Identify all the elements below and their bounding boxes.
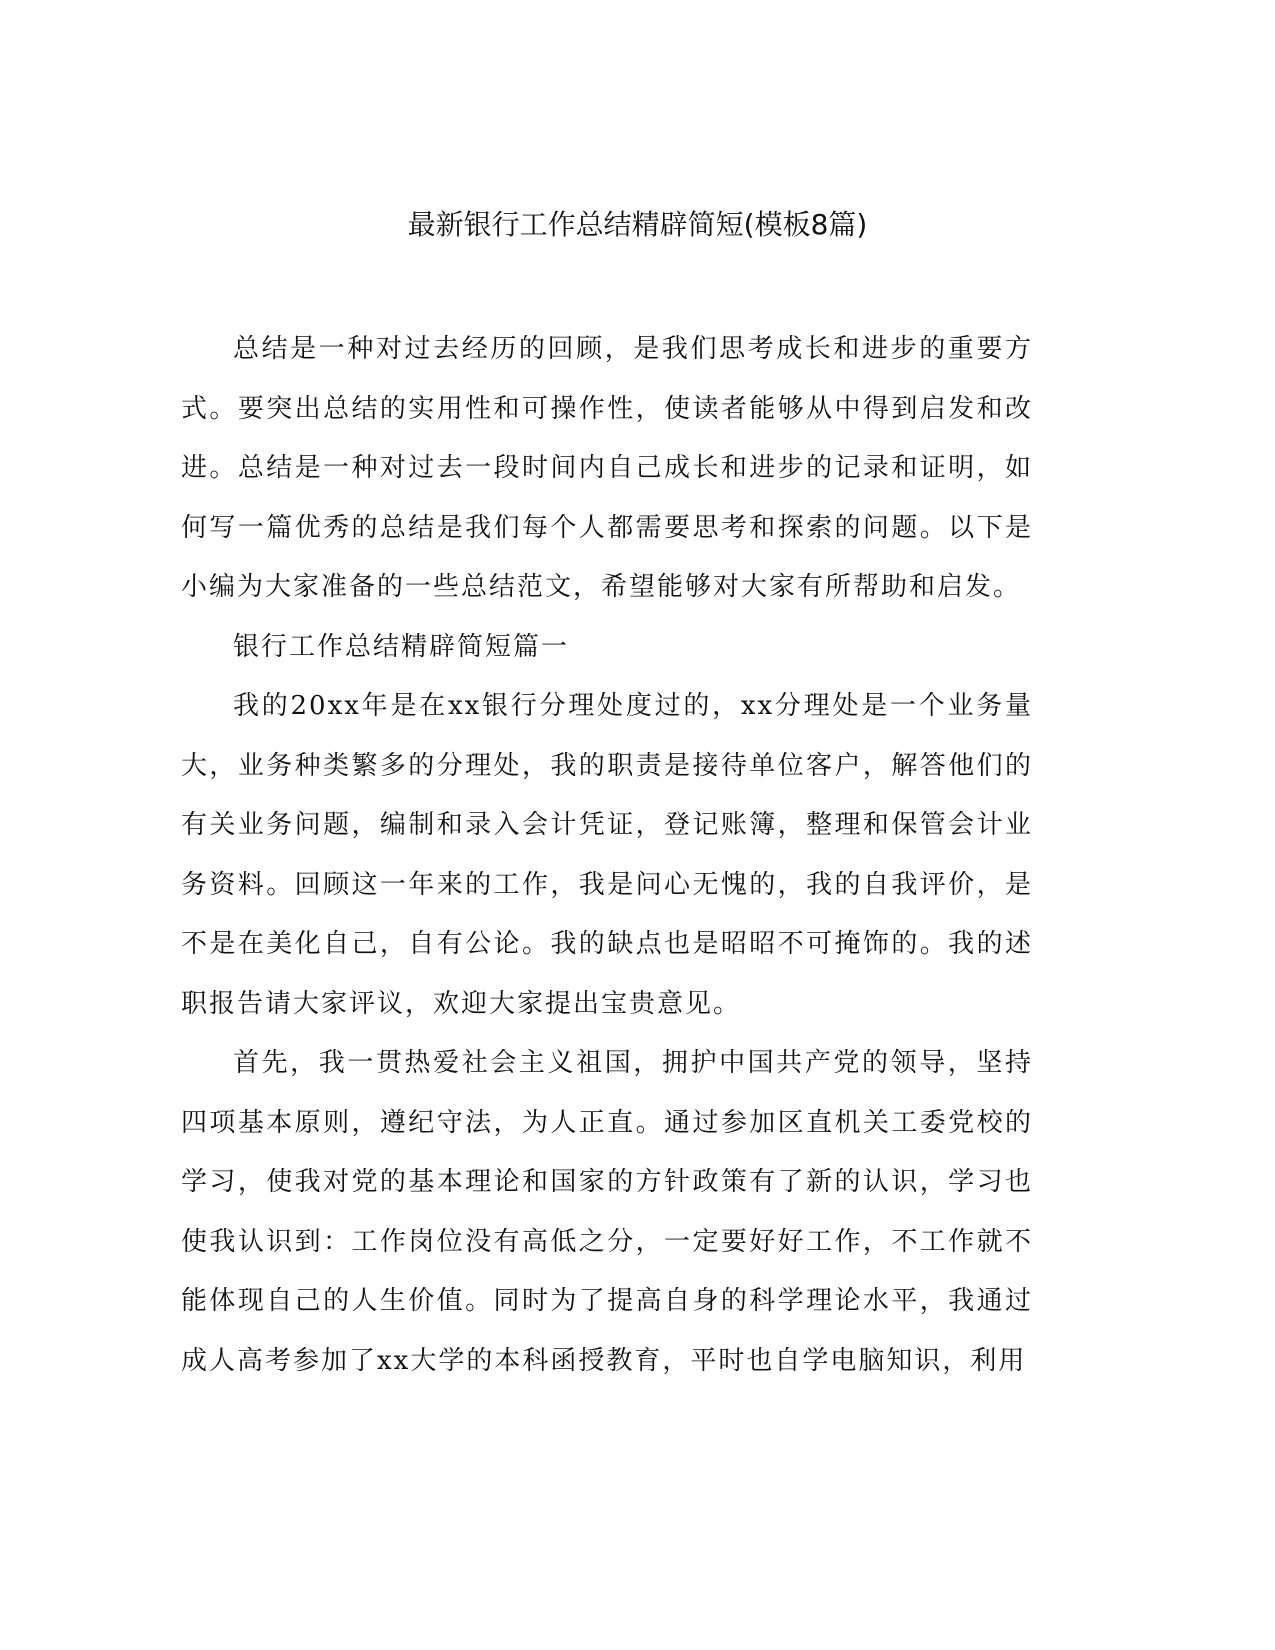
section-heading: 银行工作总结精辟简短篇一	[233, 631, 570, 662]
intro-paragraph: 总结是一种对过去经历的回顾，是我们思考成长和进步的重要方式。要突出总结的实用性和可操作性，使读者能够从中得到启发和改进。总结是一种对过去一段时间内自己成长和进步的记录和证明，如何写一篇优秀的总结是我们每个人都需要思考和探索的问题。以下是小编为大家准备的一些总结范文，希望能够对大家有所帮助和启发。	[181, 334, 1033, 602]
document-body	[181, 320, 1033, 1391]
body-paragraph: 首先，我一贯热爱社会主义祖国，拥护中国共产党的领导，坚持四项基本原则，遵纪守法，为人正直。通过参加区直机关工委党校的学习，使我对党的基本理论和国家的方针政策有了新的认识，学习也使我认识到：工作岗位没有高低之分，一定要好好工作，不工作就不能体现自己的人生价值。同时为了提高自身的科学理论水平，我通过成人高考参加了xx大学的本科函授教育，平时也自学电脑知识，利用	[181, 1048, 1033, 1376]
body-paragraph: 我的20xx年是在xx银行分理处度过的，xx分理处是一个业务量大，业务种类繁多的分理处，我的职责是接待单位客户，解答他们的有关业务问题，编制和录入会计凭证，登记账簿，整理和保管会计业务资料。回顾这一年来的工作，我是问心无愧的，我的自我评价，是不是在美化自己，自有公论。我的缺点也是昭昭不可掩饰的。我的述职报告请大家评议，欢迎大家提出宝贵意见。	[181, 691, 1033, 1019]
document-title: 最新银行工作总结精辟简短(模板8篇)	[407, 208, 868, 241]
